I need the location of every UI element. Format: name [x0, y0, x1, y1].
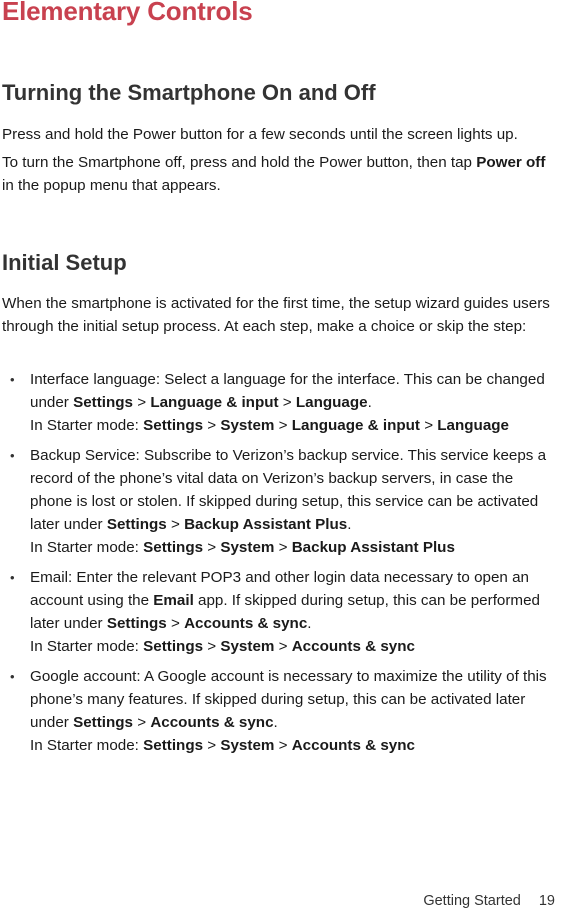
- page-footer: [423, 893, 555, 909]
- chapter-title: Elementary Controls: [2, 0, 253, 26]
- bullet-dot-icon: •: [10, 372, 15, 387]
- list-item: • Interface language: Select a language for the interface. This can be changed under Settings > Language & input > Language. In Starter mode: Settings > System > Language & input > Language: [2, 368, 558, 437]
- list-item: • Backup Service: Subscribe to Verizon’s backup service. This service keeps a record of the phone’s vital data on Verizon’s backup servers, in case the phone is lost or stolen. If skipped during setup, this service can be activated later under Settings > Backup Assistant Plus. In Starter mode: Settings > System > Backup Assistant Plus: [2, 444, 558, 559]
- setup-steps-list: [2, 368, 558, 764]
- list-item: • Google account: A Google account is necessary to maximize the utility of this phone’s many features. If skipped during setup, this can be activated later under Settings > Accounts & sync. In Starter mode: Settings > System > Accounts & sync: [2, 665, 558, 757]
- paragraph-setup-intro: When the smartphone is activated for the first time, the setup wizard guides users through the initial setup process. At each step, make a choice or skip the step:: [2, 295, 550, 335]
- section-title-power: Turning the Smartphone On and Off: [2, 80, 376, 105]
- section-title-setup: Initial Setup: [2, 250, 127, 275]
- paragraph-power-on: Press and hold the Power button for a few seconds until the screen lights up.: [2, 126, 518, 143]
- bullet-dot-icon: •: [10, 669, 15, 684]
- paragraph-power-off: To turn the Smartphone off, press and hold the Power button, then tap Power off in the popup menu that appears.: [2, 154, 546, 194]
- bullet-dot-icon: •: [10, 570, 15, 585]
- list-item: • Email: Enter the relevant POP3 and other login data necessary to open an account using the Email app. If skipped during setup, this can be performed later under Settings > Accounts & sync. In Starter mode: Settings > System > Accounts & sync: [2, 566, 558, 658]
- footer-section-name: Getting Started: [423, 893, 521, 909]
- page-number: 19: [538, 893, 555, 909]
- power-off-label: Power off: [476, 154, 546, 171]
- bullet-dot-icon: •: [10, 448, 15, 463]
